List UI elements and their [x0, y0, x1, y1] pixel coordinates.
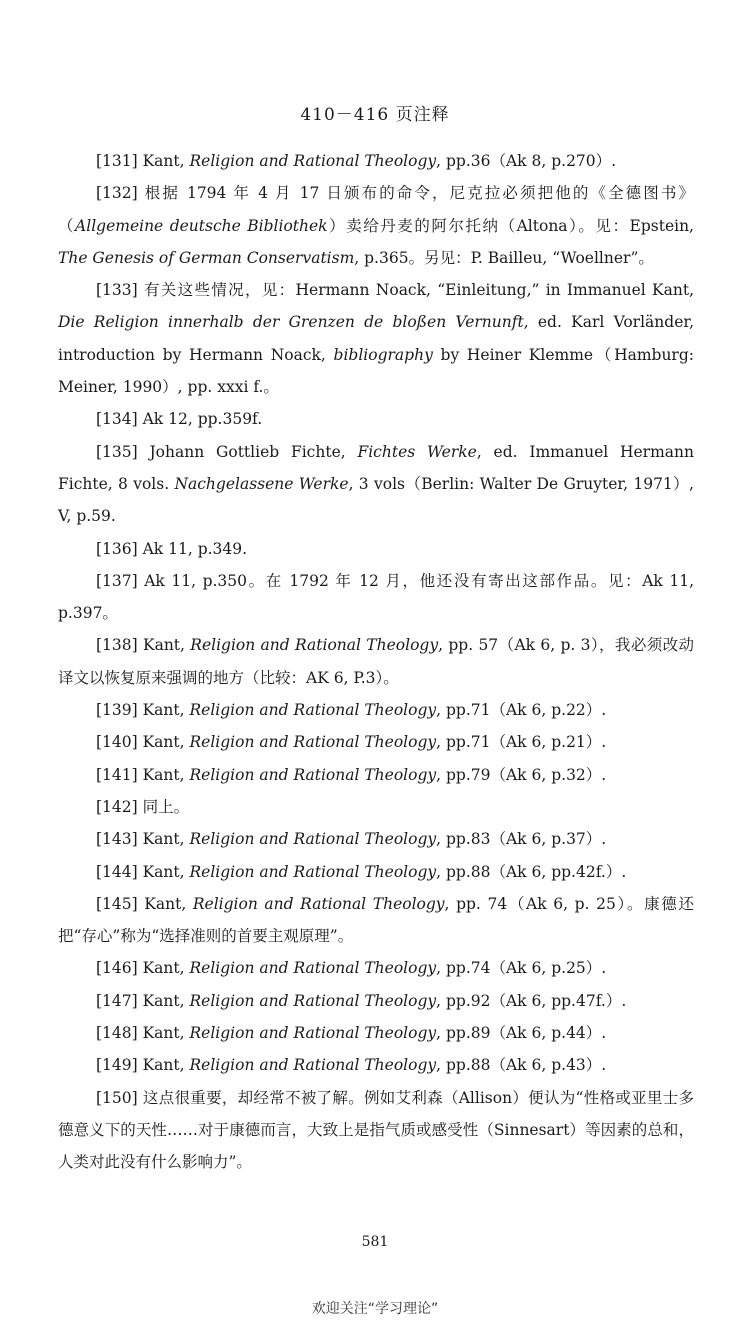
endnote-142	[58, 791, 694, 823]
endnote-title-text: Nachgelassene Werke	[174, 474, 349, 493]
endnote-text: ）卖给丹麦的阿尔托纳（Altona）。见：Epstein,	[327, 216, 694, 235]
endnote-text: [144] Kant,	[96, 862, 190, 881]
endnote-title-text: Die Religion innerhalb der Grenzen de bloßen Vernunft	[58, 313, 524, 332]
endnote-title-text: The Genesis of German Conservatism	[58, 248, 355, 267]
endnote-text: , pp. 57（Ak 6, p. 3），我必须改动译文以恢复原来强调的地方（比较：AK 6, P.3）。	[58, 636, 694, 687]
endnote-145	[58, 888, 694, 953]
endnote-text: , pp.79（Ak 6, p.32）.	[436, 765, 607, 784]
endnote-136	[58, 533, 694, 565]
endnote-146	[58, 952, 694, 984]
endnote-text: , ed. Immanuel Hermann Fichte, 8 vols.	[58, 442, 694, 493]
endnote-text: [137] Ak 11, p.350。在 1792 年 12 月，他还没有寄出这部作品。见：Ak 11, p.397。	[58, 571, 694, 623]
endnote-text: [139] Kant,	[96, 701, 190, 720]
endnote-text: [149] Kant,	[96, 1056, 190, 1075]
endnote-text: , pp.89（Ak 6, p.44）.	[436, 1024, 607, 1043]
endnote-title-text: Religion and Rational Theology	[189, 1024, 437, 1043]
endnote-148	[58, 1017, 694, 1049]
endnote-title-text: Religion and Rational Theology	[189, 991, 437, 1010]
endnote-text: , p.365。另见：P. Bailleu, “Woellner”。	[354, 248, 654, 267]
endnote-text: , pp.71（Ak 6, p.22）.	[436, 701, 607, 720]
endnote-135	[58, 436, 694, 533]
endnote-title-text: Religion and Rational Theology	[190, 636, 439, 655]
endnote-text: [146] Kant,	[96, 959, 190, 978]
endnote-text: , pp.88（Ak 6, pp.42f.）.	[436, 862, 627, 881]
footer-watermark-text: 欢迎关注“学习理论”	[311, 1301, 439, 1317]
endnote-text: by Heiner Klemme（Hamburg: Meiner, 1990）, pp. xxxi f.。	[58, 345, 694, 397]
endnote-144	[58, 856, 694, 888]
endnote-text: [148] Kant,	[96, 1024, 190, 1043]
endnote-text: [134] Ak 12, pp.359f.	[96, 410, 263, 429]
endnote-134	[58, 403, 694, 435]
endnote-140	[58, 726, 694, 758]
endnote-133	[58, 274, 694, 403]
endnote-text: [136] Ak 11, p.349.	[96, 539, 248, 558]
endnote-text: [135] Johann Gottlieb Fichte,	[96, 442, 358, 461]
endnote-143	[58, 823, 694, 855]
endnote-title-text: Religion and Rational Theology	[189, 701, 437, 720]
endnote-131	[58, 145, 694, 177]
endnote-text: , 3 vols（Berlin: Walter De Gruyter, 1971）, V, p.59.	[58, 474, 694, 526]
endnote-147	[58, 985, 694, 1017]
endnote-title-text: Religion and Rational Theology	[189, 1056, 437, 1075]
endnote-text: [138] Kant,	[96, 636, 191, 655]
endnote-149	[58, 1049, 694, 1081]
endnote-text: , ed. Karl Vorländer, introduction by Hermann Noack,	[58, 313, 694, 364]
endnote-139	[58, 694, 694, 726]
endnote-text: , pp.74（Ak 6, p.25）.	[436, 959, 607, 978]
endnote-text: [150] 这点很重要，却经常不被了解。例如艾利森（Allison）便认为“性格或亚里士多德意义下的天性……对于康德而言，大致上是指气质或感受性（Sinnesart）等因素的总和，人类对此没有什么影响力”。	[58, 1088, 694, 1172]
endnote-text: [133] 有关这些情况，见：Hermann Noack, “Einleitung,” in Immanuel Kant,	[96, 281, 694, 300]
running-header: 410－416 页注释	[300, 105, 450, 125]
endnote-text: , pp.83（Ak 6, p.37）.	[436, 830, 607, 849]
endnote-title-text: Religion and Rational Theology	[189, 733, 437, 752]
endnote-138	[58, 629, 694, 694]
endnote-title-text: Religion and Rational Theology	[189, 152, 437, 170]
endnote-text: [145] Kant,	[96, 894, 193, 913]
endnote-text: , pp.88（Ak 6, p.43）.	[436, 1056, 607, 1075]
endnote-137	[58, 565, 694, 630]
endnote-text: [140] Kant,	[96, 733, 190, 752]
endnote-title-text: Allgemeine deutsche Bibliothek	[75, 216, 328, 235]
endnote-text: , pp.92（Ak 6, pp.47f.）.	[436, 991, 627, 1010]
endnote-text: [131] Kant,	[96, 152, 190, 170]
endnotes-body	[58, 145, 694, 1179]
endnote-text: [142] 同上。	[96, 797, 190, 816]
endnote-132	[58, 177, 694, 274]
endnote-title-text: Religion and Rational Theology	[192, 894, 445, 913]
endnote-150	[58, 1082, 694, 1179]
endnote-141	[58, 759, 694, 791]
page-number: 581	[361, 1234, 389, 1250]
endnote-title-text: Religion and Rational Theology	[189, 830, 437, 849]
endnote-text: [141] Kant,	[96, 765, 190, 784]
endnote-text: , pp.71（Ak 6, p.21）.	[436, 733, 607, 752]
endnote-text: , pp. 74（Ak 6, p. 25）。康德还把“存心”称为“选择准则的首要主观原理”。	[58, 894, 694, 946]
endnote-text: [147] Kant,	[96, 991, 190, 1010]
endnote-text: [132] 根据 1794 年 4 月 17 日颁布的命令，尼克拉必须把他的《全德图书》（	[58, 184, 694, 235]
endnote-title-text: Religion and Rational Theology	[189, 959, 437, 978]
endnote-text: , pp.36（Ak 8, p.270）.	[436, 152, 617, 170]
endnote-text: [143] Kant,	[96, 830, 190, 849]
endnote-title-text: Fichtes Werke	[357, 442, 477, 461]
endnote-title-text: Religion and Rational Theology	[189, 862, 437, 881]
endnote-title-text: bibliography	[333, 345, 433, 364]
endnote-title-text: Religion and Rational Theology	[189, 765, 437, 784]
